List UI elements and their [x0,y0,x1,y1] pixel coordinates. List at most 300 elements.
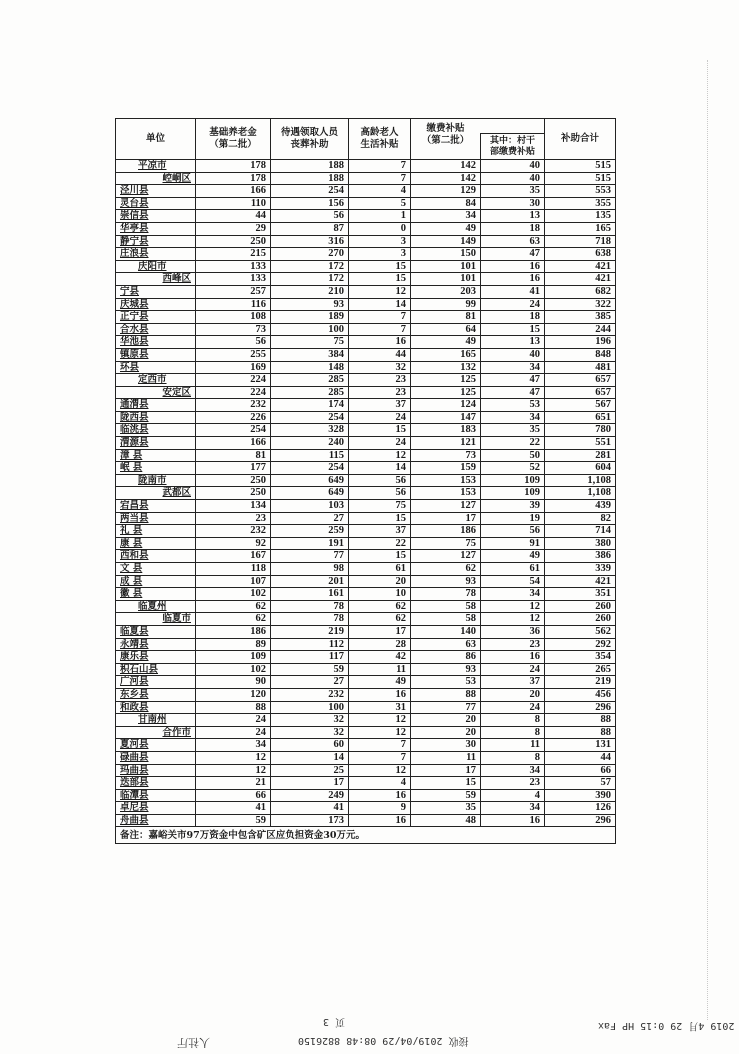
cell-elderly: 7 [349,323,411,336]
row-unit-name: 东乡县 [116,688,196,701]
header-contribution: 缴费补贴 （第二批） [411,119,481,160]
cell-basic-pension: 226 [196,411,271,424]
cell-total: 780 [545,424,616,437]
cell-contribution: 63 [411,638,481,651]
cell-village-cadre: 91 [481,537,545,550]
cell-funeral: 254 [271,462,349,475]
cell-elderly: 12 [349,449,411,462]
row-unit-name: 正宁县 [116,311,196,324]
page-edge-line [707,60,708,1020]
cell-elderly: 11 [349,663,411,676]
row-unit-name: 迭部县 [116,777,196,790]
cell-funeral: 649 [271,487,349,500]
cell-contribution: 17 [411,764,481,777]
table-row [116,172,616,185]
cell-total: 604 [545,462,616,475]
cell-total: 714 [545,525,616,538]
cell-elderly: 42 [349,651,411,664]
row-unit-name: 碌曲县 [116,751,196,764]
row-unit-name: 庄浪县 [116,248,196,261]
cell-total: 265 [545,663,616,676]
cell-elderly: 12 [349,764,411,777]
cell-total: 296 [545,814,616,827]
cell-elderly: 14 [349,298,411,311]
row-unit-name: 平凉市 [116,160,196,173]
cell-elderly: 12 [349,726,411,739]
cell-basic-pension: 224 [196,374,271,387]
cell-basic-pension: 169 [196,361,271,374]
cell-contribution: 121 [411,437,481,450]
cell-funeral: 100 [271,323,349,336]
cell-contribution: 34 [411,210,481,223]
cell-elderly: 16 [349,789,411,802]
cell-basic-pension: 167 [196,550,271,563]
table-body [116,160,616,827]
row-unit-name: 两当县 [116,512,196,525]
cell-contribution: 93 [411,575,481,588]
cell-basic-pension: 12 [196,751,271,764]
cell-contribution: 140 [411,625,481,638]
cell-contribution: 101 [411,260,481,273]
cell-total: 292 [545,638,616,651]
cell-village-cadre: 34 [481,411,545,424]
cell-funeral: 188 [271,160,349,173]
cell-contribution: 11 [411,751,481,764]
cell-basic-pension: 89 [196,638,271,651]
cell-funeral: 32 [271,714,349,727]
cell-basic-pension: 29 [196,222,271,235]
row-unit-name: 西和县 [116,550,196,563]
cell-elderly: 12 [349,714,411,727]
table-row [116,537,616,550]
cell-basic-pension: 232 [196,399,271,412]
cell-funeral: 60 [271,739,349,752]
cell-basic-pension: 120 [196,688,271,701]
cell-funeral: 173 [271,814,349,827]
cell-basic-pension: 133 [196,273,271,286]
cell-village-cadre: 22 [481,437,545,450]
table-note: 备注：嘉峪关市97万资金中包含矿区应负担资金30万元。 [116,827,616,844]
cell-total: 515 [545,160,616,173]
row-unit-name: 成 县 [116,575,196,588]
cell-total: 296 [545,701,616,714]
cell-total: 281 [545,449,616,462]
table-row [116,348,616,361]
cell-total: 385 [545,311,616,324]
cell-elderly: 56 [349,474,411,487]
row-unit-name: 定西市 [116,374,196,387]
cell-total: 88 [545,714,616,727]
table-row [116,462,616,475]
row-unit-name: 庆阳市 [116,260,196,273]
cell-village-cadre: 36 [481,625,545,638]
cell-contribution: 59 [411,789,481,802]
cell-elderly: 0 [349,222,411,235]
table-row [116,563,616,576]
table-row [116,411,616,424]
row-unit-name: 崇信县 [116,210,196,223]
cell-village-cadre: 13 [481,336,545,349]
header-total: 补助合计 [545,119,616,160]
cell-elderly: 37 [349,399,411,412]
row-unit-name: 玛曲县 [116,764,196,777]
cell-contribution: 153 [411,487,481,500]
cell-village-cadre: 34 [481,588,545,601]
cell-funeral: 219 [271,625,349,638]
fax-page-number: 页 3 [323,1016,346,1027]
cell-elderly: 12 [349,285,411,298]
cell-contribution: 159 [411,462,481,475]
cell-village-cadre: 23 [481,777,545,790]
table-row [116,701,616,714]
cell-basic-pension: 56 [196,336,271,349]
cell-contribution: 15 [411,777,481,790]
table-row [116,260,616,273]
table-row [116,248,616,261]
cell-contribution: 93 [411,663,481,676]
table-row [116,588,616,601]
cell-total: 196 [545,336,616,349]
cell-contribution: 81 [411,311,481,324]
cell-funeral: 56 [271,210,349,223]
cell-village-cadre: 56 [481,525,545,538]
cell-funeral: 285 [271,386,349,399]
table-row [116,688,616,701]
cell-basic-pension: 166 [196,437,271,450]
cell-total: 380 [545,537,616,550]
header-spacer [481,119,545,134]
cell-elderly: 62 [349,600,411,613]
table-row [116,210,616,223]
cell-village-cadre: 49 [481,550,545,563]
cell-total: 390 [545,789,616,802]
table-row [116,550,616,563]
table-row [116,512,616,525]
row-unit-name: 积石山县 [116,663,196,676]
cell-funeral: 210 [271,285,349,298]
cell-basic-pension: 250 [196,487,271,500]
cell-elderly: 37 [349,525,411,538]
cell-funeral: 254 [271,411,349,424]
cell-basic-pension: 166 [196,185,271,198]
cell-village-cadre: 50 [481,449,545,462]
cell-funeral: 25 [271,764,349,777]
cell-village-cadre: 40 [481,172,545,185]
cell-basic-pension: 134 [196,500,271,513]
cell-elderly: 24 [349,411,411,424]
cell-basic-pension: 108 [196,311,271,324]
row-unit-name: 西峰区 [116,273,196,286]
cell-basic-pension: 12 [196,764,271,777]
cell-elderly: 10 [349,588,411,601]
cell-contribution: 88 [411,688,481,701]
cell-elderly: 44 [349,348,411,361]
cell-contribution: 125 [411,374,481,387]
cell-contribution: 78 [411,588,481,601]
cell-funeral: 27 [271,676,349,689]
cell-elderly: 31 [349,701,411,714]
cell-total: 421 [545,260,616,273]
table-row [116,323,616,336]
cell-basic-pension: 232 [196,525,271,538]
cell-contribution: 58 [411,600,481,613]
cell-contribution: 30 [411,739,481,752]
cell-elderly: 22 [349,537,411,550]
row-unit-name: 华亭县 [116,222,196,235]
cell-village-cadre: 19 [481,512,545,525]
cell-elderly: 56 [349,487,411,500]
cell-village-cadre: 16 [481,260,545,273]
cell-elderly: 15 [349,273,411,286]
table-row [116,222,616,235]
cell-elderly: 24 [349,437,411,450]
cell-village-cadre: 61 [481,563,545,576]
cell-funeral: 316 [271,235,349,248]
cell-funeral: 27 [271,512,349,525]
cell-funeral: 161 [271,588,349,601]
cell-funeral: 98 [271,563,349,576]
cell-contribution: 75 [411,537,481,550]
cell-basic-pension: 109 [196,651,271,664]
table-row [116,273,616,286]
cell-funeral: 77 [271,550,349,563]
cell-basic-pension: 224 [196,386,271,399]
cell-funeral: 270 [271,248,349,261]
cell-funeral: 112 [271,638,349,651]
cell-funeral: 59 [271,663,349,676]
cell-funeral: 285 [271,374,349,387]
cell-funeral: 259 [271,525,349,538]
cell-total: 82 [545,512,616,525]
cell-basic-pension: 66 [196,789,271,802]
cell-village-cadre: 16 [481,273,545,286]
cell-total: 515 [545,172,616,185]
cell-basic-pension: 81 [196,449,271,462]
cell-village-cadre: 13 [481,210,545,223]
cell-village-cadre: 20 [481,688,545,701]
cell-contribution: 53 [411,676,481,689]
row-unit-name: 甘南州 [116,714,196,727]
row-unit-name: 广河县 [116,676,196,689]
cell-contribution: 186 [411,525,481,538]
cell-basic-pension: 178 [196,172,271,185]
cell-contribution: 101 [411,273,481,286]
cell-basic-pension: 118 [196,563,271,576]
cell-contribution: 150 [411,248,481,261]
cell-village-cadre: 18 [481,311,545,324]
cell-village-cadre: 23 [481,638,545,651]
cell-elderly: 3 [349,248,411,261]
cell-village-cadre: 37 [481,676,545,689]
cell-contribution: 48 [411,814,481,827]
cell-total: 131 [545,739,616,752]
cell-basic-pension: 254 [196,424,271,437]
fax-sender: 人社厅 [177,1036,210,1049]
cell-total: 339 [545,563,616,576]
row-unit-name: 岷 县 [116,462,196,475]
row-unit-name: 文 县 [116,563,196,576]
cell-funeral: 201 [271,575,349,588]
fax-header-stamp: 2019 4月 29 0:15 HP Fax [598,1020,735,1031]
row-unit-name: 临夏县 [116,625,196,638]
cell-contribution: 49 [411,222,481,235]
cell-village-cadre: 40 [481,160,545,173]
cell-funeral: 100 [271,701,349,714]
table-row [116,399,616,412]
cell-village-cadre: 8 [481,751,545,764]
header-village-cadre: 其中：村干 部缴费补贴 [481,134,545,160]
cell-elderly: 75 [349,500,411,513]
row-unit-name: 合作市 [116,726,196,739]
cell-village-cadre: 24 [481,663,545,676]
table-row [116,814,616,827]
cell-elderly: 1 [349,210,411,223]
row-unit-name: 静宁县 [116,235,196,248]
row-unit-name: 临潭县 [116,789,196,802]
cell-village-cadre: 47 [481,248,545,261]
cell-funeral: 174 [271,399,349,412]
row-unit-name: 徽 县 [116,588,196,601]
row-unit-name: 和政县 [116,701,196,714]
cell-total: 848 [545,348,616,361]
cell-contribution: 129 [411,185,481,198]
cell-contribution: 17 [411,512,481,525]
table-row [116,160,616,173]
cell-basic-pension: 62 [196,600,271,613]
cell-village-cadre: 16 [481,814,545,827]
cell-contribution: 99 [411,298,481,311]
cell-village-cadre: 52 [481,462,545,475]
cell-elderly: 62 [349,613,411,626]
table-row [116,726,616,739]
cell-funeral: 254 [271,185,349,198]
table-row [116,474,616,487]
cell-contribution: 86 [411,651,481,664]
cell-village-cadre: 47 [481,386,545,399]
row-unit-name: 崆峒区 [116,172,196,185]
table-row [116,500,616,513]
cell-village-cadre: 24 [481,701,545,714]
cell-total: 126 [545,802,616,815]
cell-funeral: 17 [271,777,349,790]
table-row [116,802,616,815]
cell-elderly: 16 [349,336,411,349]
cell-contribution: 203 [411,285,481,298]
cell-village-cadre: 39 [481,500,545,513]
cell-contribution: 142 [411,172,481,185]
cell-basic-pension: 92 [196,537,271,550]
cell-total: 355 [545,197,616,210]
table-row [116,600,616,613]
cell-elderly: 61 [349,563,411,576]
cell-village-cadre: 34 [481,764,545,777]
table-row [116,714,616,727]
subsidy-table [115,118,616,844]
cell-basic-pension: 24 [196,726,271,739]
table-row [116,235,616,248]
table-row [116,285,616,298]
cell-basic-pension: 88 [196,701,271,714]
cell-basic-pension: 24 [196,714,271,727]
cell-basic-pension: 62 [196,613,271,626]
cell-village-cadre: 34 [481,802,545,815]
cell-total: 66 [545,764,616,777]
cell-contribution: 62 [411,563,481,576]
cell-contribution: 165 [411,348,481,361]
cell-basic-pension: 186 [196,625,271,638]
cell-village-cadre: 8 [481,714,545,727]
cell-funeral: 78 [271,600,349,613]
table-row [116,651,616,664]
table-row [116,311,616,324]
cell-funeral: 384 [271,348,349,361]
row-unit-name: 礼 县 [116,525,196,538]
cell-total: 260 [545,613,616,626]
cell-contribution: 73 [411,449,481,462]
row-unit-name: 舟曲县 [116,814,196,827]
cell-contribution: 49 [411,336,481,349]
cell-elderly: 4 [349,185,411,198]
cell-elderly: 7 [349,160,411,173]
header-unit: 单位 [116,119,196,160]
cell-funeral: 148 [271,361,349,374]
cell-total: 260 [545,600,616,613]
table-row [116,185,616,198]
cell-village-cadre: 47 [481,374,545,387]
cell-elderly: 28 [349,638,411,651]
row-unit-name: 永靖县 [116,638,196,651]
row-unit-name: 合水县 [116,323,196,336]
cell-total: 657 [545,374,616,387]
row-unit-name: 卓尼县 [116,802,196,815]
cell-contribution: 125 [411,386,481,399]
cell-total: 551 [545,437,616,450]
cell-funeral: 156 [271,197,349,210]
cell-village-cadre: 30 [481,197,545,210]
cell-contribution: 183 [411,424,481,437]
cell-funeral: 240 [271,437,349,450]
cell-total: 439 [545,500,616,513]
cell-total: 135 [545,210,616,223]
cell-basic-pension: 23 [196,512,271,525]
cell-village-cadre: 12 [481,613,545,626]
cell-elderly: 3 [349,235,411,248]
cell-contribution: 127 [411,550,481,563]
cell-funeral: 41 [271,802,349,815]
row-unit-name: 镇原县 [116,348,196,361]
cell-elderly: 7 [349,739,411,752]
table-row [116,449,616,462]
table-row [116,777,616,790]
row-unit-name: 渭源县 [116,437,196,450]
cell-elderly: 4 [349,777,411,790]
row-unit-name: 环县 [116,361,196,374]
cell-contribution: 35 [411,802,481,815]
cell-funeral: 232 [271,688,349,701]
table-row [116,298,616,311]
header-basic-pension: 基础养老金 （第二批） [196,119,271,160]
cell-elderly: 14 [349,462,411,475]
cell-total: 638 [545,248,616,261]
table-row [116,751,616,764]
cell-total: 351 [545,588,616,601]
table-row [116,638,616,651]
cell-elderly: 17 [349,625,411,638]
table-row [116,437,616,450]
cell-basic-pension: 44 [196,210,271,223]
cell-total: 244 [545,323,616,336]
cell-elderly: 20 [349,575,411,588]
